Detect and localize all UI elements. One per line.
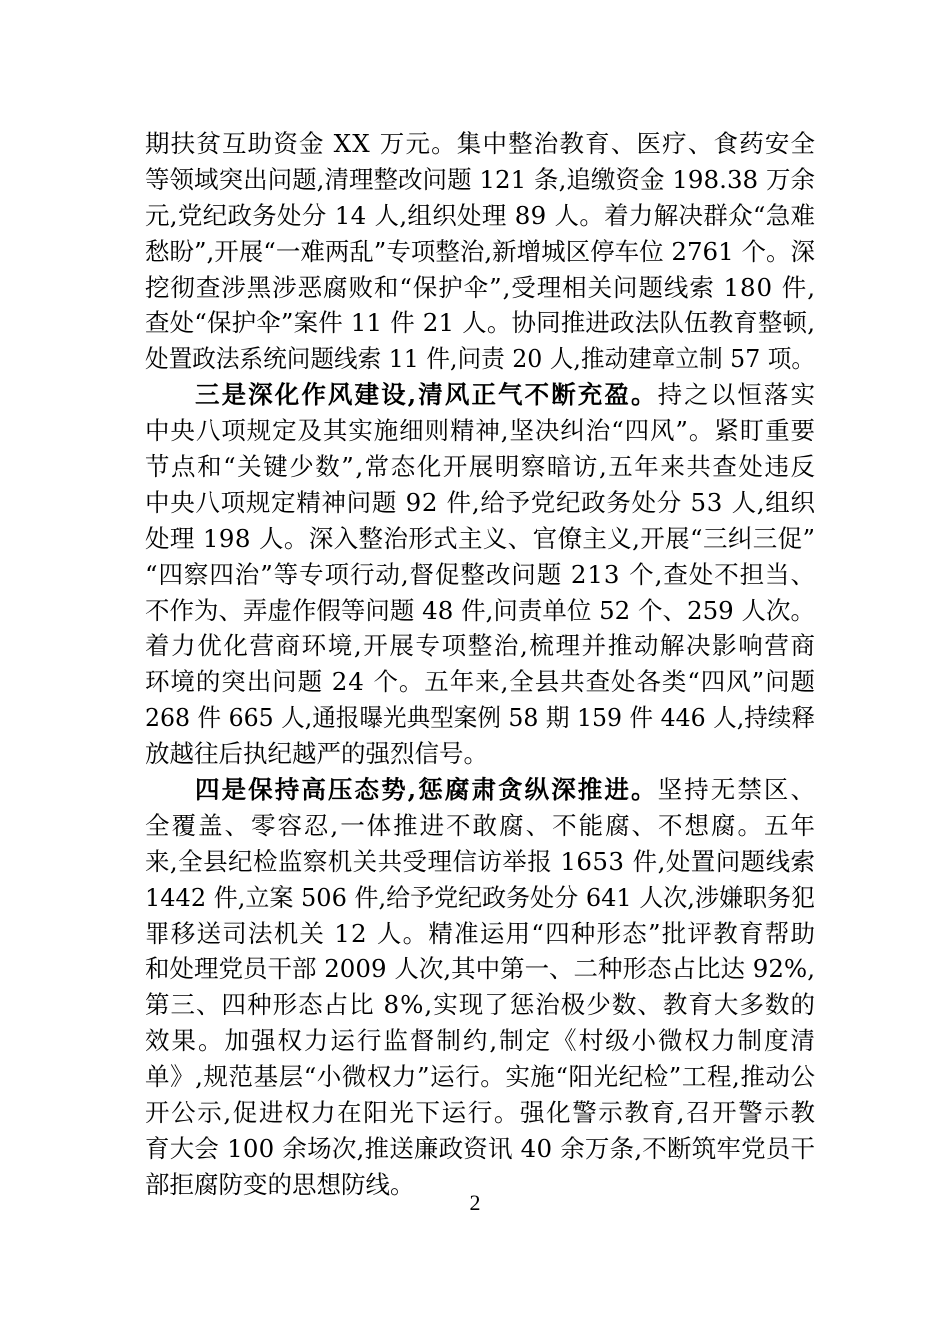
paragraph-1-line: 元,党纪政务处分 14 人,组织处理 89 人。着力解决群众“急难	[145, 200, 816, 230]
paragraph-1-line: 愁盼”,开展“一难两乱”专项整治,新增城区停车位 2761 个。深	[145, 236, 815, 266]
paragraph-1-line: 处置政法系统问题线索 11 件,问责 20 人,推动建章立制 57 项。	[145, 344, 815, 374]
paragraph-3-line: 开公示,促进权力在阳光下运行。强化警示教育,召开警示教	[145, 1098, 817, 1128]
paragraph-2-first-line	[145, 377, 818, 413]
paragraph-2-line: 放越往后执纪越严的强烈信号。	[145, 739, 488, 769]
paragraph-2-line: 不作为、弄虚作假等问题 48 件,问责单位 52 个、259 人次。	[145, 595, 815, 625]
paragraph-3-line: 第三、四种形态占比 8%,实现了惩治极少数、教育大多数的	[145, 990, 817, 1020]
paragraph-2-line: 处理 198 人。深入整治形式主义、官僚主义,开展“三纠三促”	[145, 523, 816, 553]
paragraph-1-line: 期扶贫互助资金 XX 万元。集中整治教育、医疗、食药安全	[145, 129, 817, 158]
paragraph-3-line: 罪移送司法机关 12 人。精准运用“四种形态”批评教育帮助	[145, 918, 817, 948]
paragraph-2-line: “四察四治”等专项行动,督促整改问题 213 个,查处不担当、	[145, 559, 816, 589]
paragraph-2-line: 节点和“关键少数”,常态化开展明察暗访,五年来共查处违反	[145, 452, 817, 482]
body-text	[145, 126, 818, 1203]
paragraph-3-line: 和处理党员干部 2009 人次,其中第一、二种形态占比达 92%,	[145, 954, 815, 984]
paragraph-3-heading: 四是保持高压态势,惩腐肃贪纵深推进。	[195, 775, 658, 805]
paragraph-3-line: 部拒腐防变的思想防线。	[145, 1169, 415, 1199]
paragraph-3-first-line	[145, 772, 818, 808]
paragraph-2-line: 中央八项规定及其实施细则精神,坚决纠治“四风”。紧盯重要	[145, 416, 816, 446]
page-number: 2	[469, 1190, 481, 1215]
paragraph-1-line: 挖彻查涉黑涉恶腐败和“保护伞”,受理相关问题线索 180 件,	[145, 272, 816, 302]
paragraph-3-first-line-text: 坚持无禁区、	[657, 775, 818, 805]
paragraph-2-heading: 三是深化作风建设,清风正气不断充盈。	[195, 380, 658, 410]
paragraph-2-line: 着力优化营商环境,开展专项整治,梳理并推动解决影响营商	[145, 631, 817, 661]
paragraph-1-line: 等领域突出问题,清理整改问题 121 条,追缴资金 198.38 万余	[145, 164, 816, 194]
paragraph-3-line: 效果。加强权力运行监督制约,制定《村级小微权力制度清	[145, 1026, 817, 1056]
paragraph-3-line: 单》,规范基层“小微权力”运行。实施“阳光纪检”工程,推动公	[145, 1062, 816, 1092]
paragraph-1-line: 查处“保护伞”案件 11 件 21 人。协同推进政法队伍教育整顿,	[145, 308, 816, 338]
paragraph-3-line: 育大会 100 余场次,推送廉政资讯 40 余万条,不断筑牢党员干	[145, 1133, 816, 1163]
paragraph-3-line: 1442 件,立案 506 件,给予党纪政务处分 641 人次,涉嫌职务犯	[145, 882, 815, 912]
paragraph-2-line: 环境的突出问题 24 个。五年来,全县共查处各类“四风”问题	[145, 667, 816, 697]
paragraph-2-first-line-text: 持之以恒落实	[657, 380, 818, 410]
paragraph-2-line: 中央八项规定精神问题 92 件,给予党纪政务处分 53 人,组织	[145, 487, 816, 517]
paragraph-2-line: 268 件 665 人,通报曝光典型案例 58 期 159 件 446 人,持续释	[145, 703, 815, 733]
paragraph-3-line: 来,全县纪检监察机关共受理信访举报 1653 件,处置问题线索	[145, 846, 816, 876]
paragraph-3-line: 全覆盖、零容忍,一体推进不敢腐、不能腐、不想腐。五年	[145, 810, 817, 840]
